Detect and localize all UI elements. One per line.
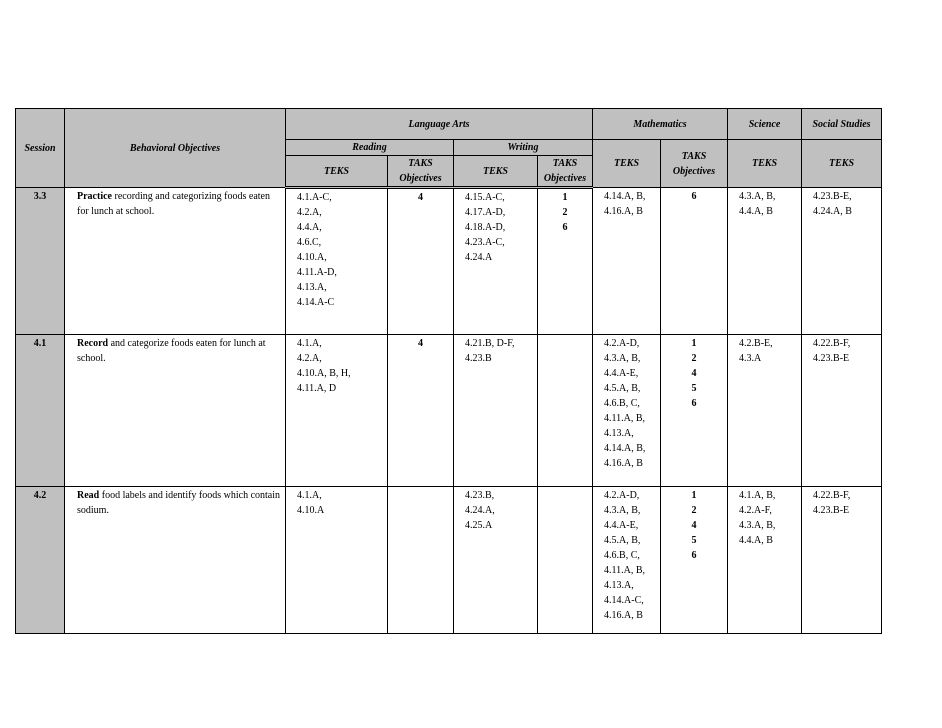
science-teks-entry: 4.1.A, B, (739, 490, 776, 501)
math-teks-entry: 4.11.A, B, (604, 565, 646, 576)
writing-teks-entry: 4.25.A (465, 520, 493, 531)
reading-teks-entry: 4.2.A, (297, 353, 322, 364)
behavioral-objective (65, 487, 286, 634)
math-teks-entry: 4.5.A, B, (604, 535, 641, 546)
reading-taks (388, 335, 454, 487)
objective-verb: Read (77, 490, 100, 501)
writing-header: Writing (454, 140, 593, 156)
reading-teks-entry: 4.13.A, (297, 282, 327, 293)
math-taks-entry: 4 (691, 368, 697, 379)
math-teks-entry: 4.16.A, B (604, 458, 643, 469)
reading-teks-entry: 4.11.A-D, (297, 267, 337, 278)
objective-text: recording and categorizing foods eaten for lunch at school. (77, 191, 270, 217)
reading-teks-entry: 4.10.A, B, H, (297, 368, 351, 379)
math-taks-entry: 5 (691, 383, 697, 394)
math-taks-entry: 4 (691, 520, 697, 531)
writing-taks-entry: 1 (562, 192, 568, 203)
math-teks (593, 188, 661, 335)
reading-teks-entry: 4.6.C, (297, 237, 322, 248)
science-teks-entry: 4.2.B-E, (739, 338, 773, 349)
writing-taks (538, 335, 593, 487)
math-teks-entry: 4.6.B, C, (604, 398, 640, 409)
reading-teks (286, 188, 388, 335)
science-teks-entry: 4.3.A, B, (739, 191, 776, 202)
table-row (16, 487, 882, 634)
writing-teks (454, 335, 538, 487)
math-taks (661, 335, 728, 487)
reading-taks (388, 188, 454, 335)
writing-teks-entry: 4.23.A-C, (465, 237, 505, 248)
math-taks-entry: 2 (691, 353, 697, 364)
science-teks-entry: 4.3.A (739, 353, 762, 364)
social-teks-entry: 4.23.B-E, (813, 191, 852, 202)
science-teks (728, 188, 802, 335)
math-teks (593, 335, 661, 487)
math-taks-entry: 1 (691, 338, 697, 349)
reading-teks-entry: 4.14.A-C (297, 297, 335, 308)
math-taks-entry: 6 (691, 191, 697, 202)
writing-teks-entry: 4.23.B (465, 353, 492, 364)
social-teks-entry: 4.24.A, B (813, 206, 852, 217)
writing-taks-entry: 6 (562, 222, 568, 233)
objective-verb: Record (77, 338, 109, 349)
behavioral-objective (65, 335, 286, 487)
table-row (16, 335, 882, 487)
writing-teks-entry: 4.21.B, D-F, (465, 338, 515, 349)
reading-teks-entry: 4.1.A-C, (297, 192, 332, 203)
math-taks-entry: 1 (691, 490, 697, 501)
social-teks-entry: 4.23.B-E (813, 353, 850, 364)
math-taks-entry: 6 (691, 398, 697, 409)
table-row (16, 188, 882, 335)
reading-teks (286, 487, 388, 634)
session-header: Session (16, 109, 65, 188)
objective-verb: Practice (77, 191, 112, 202)
reading-taks-entry: 4 (418, 192, 423, 203)
social-studies-header: Social Studies (802, 109, 882, 140)
writing-teks-entry: 4.17.A-D, (465, 207, 506, 218)
mathematics-header: Mathematics (593, 109, 728, 140)
reading-taks-entry: 4 (418, 338, 423, 349)
reading-header: Reading (286, 140, 454, 156)
math-taks-header: TAKS Objectives (661, 140, 728, 188)
writing-teks (454, 487, 538, 634)
writing-taks-header: TAKS Objectives (538, 156, 593, 188)
session-number: 4.2 (16, 487, 65, 634)
objective-text: food labels and identify foods which contain sodium. (77, 490, 281, 516)
objective-text: and categorize foods eaten for lunch at school. (77, 338, 266, 364)
math-teks-entry: 4.14.A, B, (604, 191, 646, 202)
math-teks-header: TEKS (593, 140, 661, 188)
reading-taks-header: TAKS Objectives (388, 156, 454, 188)
math-teks-entry: 4.3.A, B, (604, 505, 641, 516)
math-teks-entry: 4.3.A, B, (604, 353, 641, 364)
session-number: 4.1 (16, 335, 65, 487)
reading-teks-entry: 4.10.A (297, 505, 325, 516)
social-teks-entry: 4.22.B-F, (813, 338, 851, 349)
math-teks (593, 487, 661, 634)
language-arts-header: Language Arts (286, 109, 593, 140)
reading-teks-entry: 4.2.A, (297, 207, 322, 218)
math-teks-entry: 4.14.A, B, (604, 443, 646, 454)
math-teks-entry: 4.14.A-C, (604, 595, 644, 606)
writing-taks (538, 487, 593, 634)
reading-teks-entry: 4.4.A, (297, 222, 322, 233)
writing-teks-entry: 4.15.A-C, (465, 192, 505, 203)
science-teks-entry: 4.2.A-F, (739, 505, 772, 516)
writing-teks-entry: 4.23.B, (465, 490, 495, 501)
science-teks-entry: 4.4.A, B (739, 535, 773, 546)
writing-teks-header: TEKS (454, 156, 538, 188)
math-teks-entry: 4.16.A, B (604, 610, 643, 621)
math-teks-entry: 4.4.A-E, (604, 368, 639, 379)
reading-teks (286, 335, 388, 487)
social-teks (802, 487, 882, 634)
writing-taks (538, 188, 593, 335)
reading-teks-entry: 4.10.A, (297, 252, 327, 263)
math-taks-entry: 6 (691, 550, 697, 561)
reading-teks-entry: 4.1.A, (297, 338, 322, 349)
science-teks (728, 335, 802, 487)
writing-teks-entry: 4.24.A, (465, 505, 495, 516)
math-taks (661, 188, 728, 335)
science-teks-header: TEKS (728, 140, 802, 188)
writing-teks-entry: 4.18.A-D, (465, 222, 506, 233)
math-teks-entry: 4.4.A-E, (604, 520, 639, 531)
writing-teks (454, 188, 538, 335)
math-teks-entry: 4.6.B, C, (604, 550, 640, 561)
reading-teks-entry: 4.1.A, (297, 490, 322, 501)
math-teks-entry: 4.13.A, (604, 428, 634, 439)
science-teks-entry: 4.3.A, B, (739, 520, 776, 531)
science-header: Science (728, 109, 802, 140)
social-teks-header: TEKS (802, 140, 882, 188)
table-header (16, 109, 882, 188)
objectives-header: Behavioral Objectives (65, 109, 286, 188)
math-teks-entry: 4.11.A, B, (604, 413, 646, 424)
math-teks-entry: 4.5.A, B, (604, 383, 641, 394)
lesson-objectives-table (15, 108, 882, 634)
session-number: 3.3 (16, 188, 65, 335)
social-teks-entry: 4.22.B-F, (813, 490, 851, 501)
writing-teks-entry: 4.24.A (465, 252, 493, 263)
science-teks-entry: 4.4.A, B (739, 206, 773, 217)
social-teks (802, 335, 882, 487)
table-body (16, 188, 882, 634)
reading-teks-entry: 4.11.A, D (297, 383, 337, 394)
math-teks-entry: 4.16.A, B (604, 206, 643, 217)
math-taks-entry: 5 (691, 535, 697, 546)
social-teks (802, 188, 882, 335)
math-teks-entry: 4.13.A, (604, 580, 634, 591)
behavioral-objective (65, 188, 286, 335)
math-taks-entry: 2 (691, 505, 697, 516)
science-teks (728, 487, 802, 634)
math-teks-entry: 4.2.A-D, (604, 490, 640, 501)
reading-teks-header: TEKS (286, 156, 388, 188)
math-taks (661, 487, 728, 634)
social-teks-entry: 4.23.B-E (813, 505, 850, 516)
writing-taks-entry: 2 (562, 207, 568, 218)
reading-taks (388, 487, 454, 634)
math-teks-entry: 4.2.A-D, (604, 338, 640, 349)
